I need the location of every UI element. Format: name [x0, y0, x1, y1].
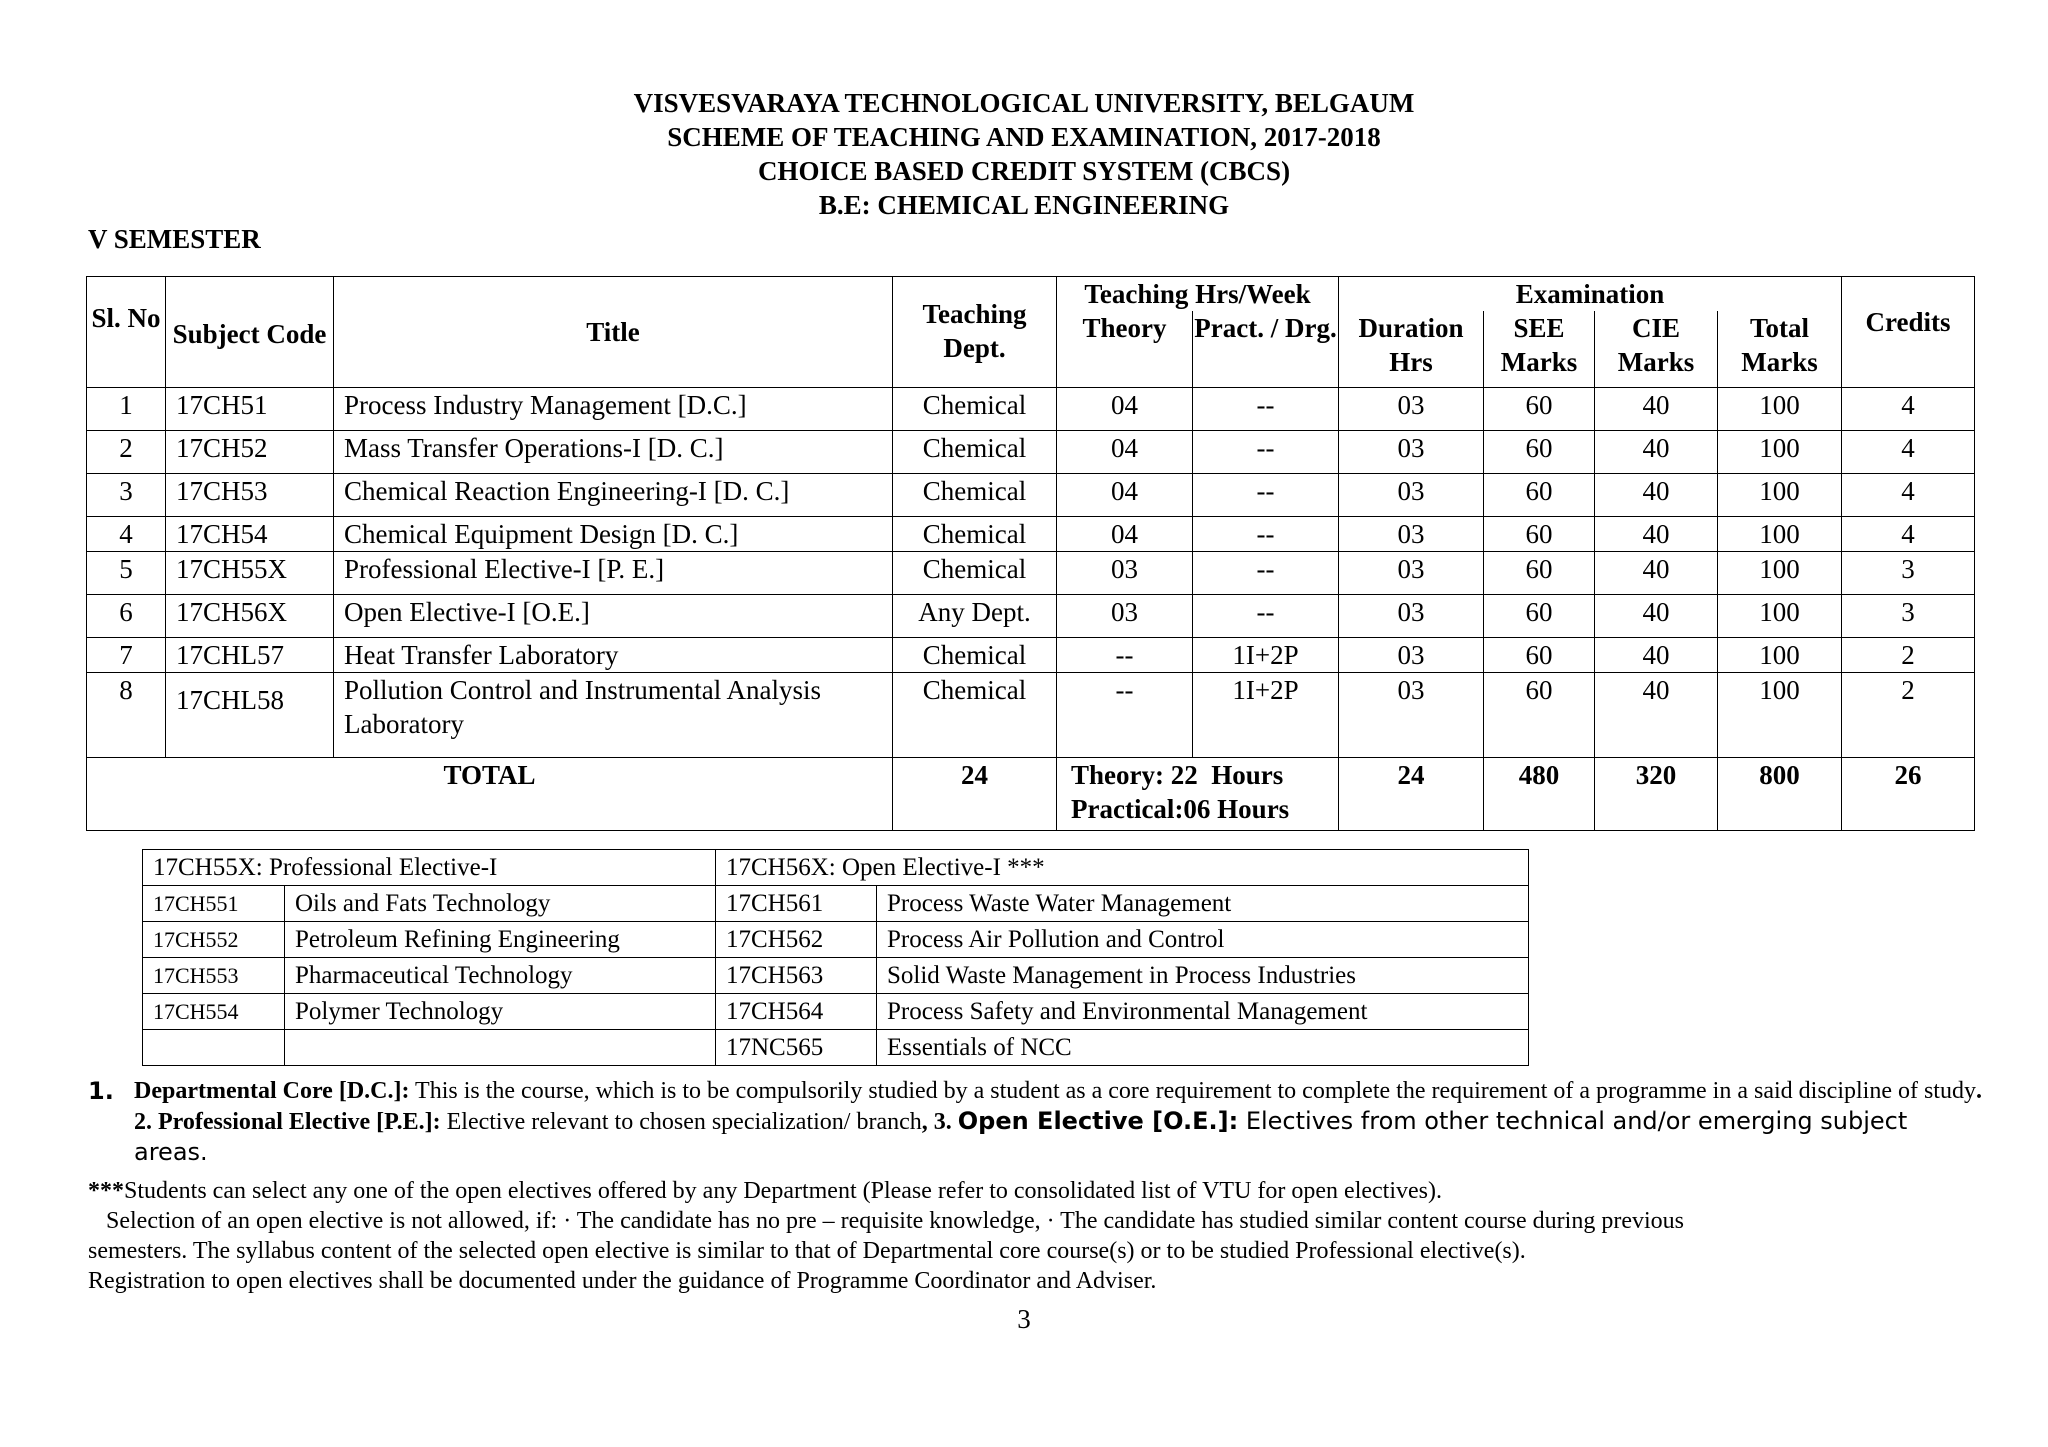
- cell-pract: --: [1193, 516, 1339, 551]
- cell-dept: Chemical: [893, 637, 1057, 672]
- list-item: [143, 886, 1529, 922]
- col-duration: Duration Hrs: [1339, 311, 1484, 387]
- total-credits: 26: [1842, 757, 1975, 830]
- cell-total: 100: [1718, 430, 1842, 473]
- cell-sl: 7: [87, 637, 166, 672]
- cell-dept: Chemical: [893, 516, 1057, 551]
- pe-code: 17CH554: [143, 994, 285, 1030]
- cell-code: 17CH54: [166, 516, 334, 551]
- cell-cie: 40: [1595, 637, 1718, 672]
- pe-title: Polymer Technology: [285, 994, 716, 1030]
- cell-duration: 03: [1339, 387, 1484, 430]
- cell-cie: 40: [1595, 473, 1718, 516]
- oe-title: Process Safety and Environmental Management: [877, 994, 1529, 1030]
- cell-code: 17CH55X: [166, 551, 334, 594]
- header-row-1: [87, 277, 1975, 312]
- total-see: 480: [1484, 757, 1595, 830]
- cell-credits: 4: [1842, 516, 1975, 551]
- cell-pract: --: [1193, 473, 1339, 516]
- cell-sl: 3: [87, 473, 166, 516]
- oe-code: 17CH561: [716, 886, 877, 922]
- total-duration: 24: [1339, 757, 1484, 830]
- cell-code: 17CH56X: [166, 594, 334, 637]
- scheme-table: [86, 276, 1975, 831]
- table-row: [87, 672, 1975, 757]
- electives-header-row: [143, 850, 1529, 886]
- open-elective-note: [88, 1176, 1442, 1206]
- cell-code: 17CHL58: [166, 672, 334, 757]
- oe-title: Solid Waste Management in Process Industries: [877, 958, 1529, 994]
- cell-total: 100: [1718, 473, 1842, 516]
- list-item: [143, 958, 1529, 994]
- pe-label: . 2. Professional Elective [P.E.]:: [134, 1078, 1982, 1135]
- total-cie: 320: [1595, 757, 1718, 830]
- col-cie: CIE Marks: [1595, 311, 1718, 387]
- cell-total: 100: [1718, 637, 1842, 672]
- cell-sl: 2: [87, 430, 166, 473]
- cell-dept: Chemical: [893, 430, 1057, 473]
- cell-cie: 40: [1595, 594, 1718, 637]
- list-item: [143, 994, 1529, 1030]
- note-number: 1.: [88, 1077, 114, 1105]
- cell-dept: Chemical: [893, 672, 1057, 757]
- cell-title: Open Elective-I [O.E.]: [334, 594, 893, 637]
- selection-note-line1: Selection of an open elective is not allowed, if: · The candidate has no pre – requisite knowledge, · The candidate has studied similar content course during previous: [88, 1208, 1684, 1234]
- cell-sl: 8: [87, 672, 166, 757]
- oe-code: 17CH563: [716, 958, 877, 994]
- col-title: Title: [334, 277, 893, 388]
- oe-text: Electives from other technical and/or emerging subject areas.: [134, 1107, 1908, 1166]
- cell-pract: --: [1193, 551, 1339, 594]
- total-theory-hours: Theory: 22 Hours: [1071, 759, 1284, 790]
- col-subject-code: Subject Code: [166, 277, 334, 388]
- col-teaching-hrs: Teaching Hrs/Week: [1057, 277, 1339, 312]
- cell-pract: --: [1193, 594, 1339, 637]
- cell-total: 100: [1718, 551, 1842, 594]
- cell-credits: 2: [1842, 672, 1975, 757]
- university-name: VISVESVARAYA TECHNOLOGICAL UNIVERSITY, BELGAUM: [633, 88, 1415, 118]
- cell-see: 60: [1484, 637, 1595, 672]
- oe-header: 17CH56X: Open Elective-I ***: [716, 850, 1529, 886]
- pe-title: Oils and Fats Technology: [285, 886, 716, 922]
- pe-title: [285, 1030, 716, 1066]
- cell-duration: 03: [1339, 672, 1484, 757]
- col-teaching-dept: Teaching Dept.: [893, 277, 1057, 388]
- total-marks: 800: [1718, 757, 1842, 830]
- cell-duration: 03: [1339, 551, 1484, 594]
- electives-table: [142, 849, 1529, 1066]
- cell-theory: 04: [1057, 430, 1193, 473]
- cell-see: 60: [1484, 672, 1595, 757]
- cell-sl: 1: [87, 387, 166, 430]
- cell-title: Chemical Equipment Design [D. C.]: [334, 516, 893, 551]
- cell-cie: 40: [1595, 430, 1718, 473]
- page-number: 3: [1017, 1304, 1031, 1334]
- list-item: [143, 922, 1529, 958]
- cell-theory: --: [1057, 637, 1193, 672]
- semester-label: V SEMESTER: [88, 224, 261, 254]
- cell-see: 60: [1484, 551, 1595, 594]
- pe-code: 17CH553: [143, 958, 285, 994]
- pe-header: 17CH55X: Professional Elective-I: [143, 850, 716, 886]
- pe-code: [143, 1030, 285, 1066]
- cell-total: 100: [1718, 672, 1842, 757]
- cell-title: Pollution Control and Instrumental Analysis Laboratory: [334, 672, 893, 757]
- col-examination: Examination: [1339, 277, 1842, 312]
- col-theory: Theory: [1057, 311, 1193, 387]
- col-credits: Credits: [1842, 277, 1975, 388]
- col-see: SEE Marks: [1484, 311, 1595, 387]
- cell-duration: 03: [1339, 516, 1484, 551]
- cell-see: 60: [1484, 387, 1595, 430]
- oe-title: Essentials of NCC: [877, 1030, 1529, 1066]
- cell-title: Professional Elective-I [P. E.]: [334, 551, 893, 594]
- oe-title: Process Waste Water Management: [877, 886, 1529, 922]
- col-pract: Pract. / Drg.: [1193, 311, 1339, 387]
- total-practical-hours: Practical:06 Hours: [1071, 793, 1290, 824]
- scheme-title: SCHEME OF TEACHING AND EXAMINATION, 2017-2018: [667, 122, 1381, 152]
- cell-title: Mass Transfer Operations-I [D. C.]: [334, 430, 893, 473]
- cell-title: Chemical Reaction Engineering-I [D. C.]: [334, 473, 893, 516]
- cell-pract: 1I+2P: [1193, 672, 1339, 757]
- cell-dept: Chemical: [893, 473, 1057, 516]
- document-header: [0, 86, 2048, 222]
- cell-see: 60: [1484, 430, 1595, 473]
- cell-code: 17CHL57: [166, 637, 334, 672]
- registration-note: Registration to open electives shall be documented under the guidance of Programme Coordinator and Adviser.: [88, 1268, 1157, 1294]
- cell-code: 17CH52: [166, 430, 334, 473]
- pe-title: Petroleum Refining Engineering: [285, 922, 716, 958]
- cell-cie: 40: [1595, 516, 1718, 551]
- dc-label: Departmental Core [D.C.]:: [134, 1078, 410, 1104]
- cell-dept: Chemical: [893, 551, 1057, 594]
- cell-total: 100: [1718, 387, 1842, 430]
- cell-credits: 3: [1842, 594, 1975, 637]
- table-row: [87, 551, 1975, 594]
- oe-code: 17NC565: [716, 1030, 877, 1066]
- cell-see: 60: [1484, 516, 1595, 551]
- cell-total: 100: [1718, 594, 1842, 637]
- pe-text: Elective relevant to chosen specialization/ branch: [440, 1109, 922, 1135]
- total-dept: 24: [893, 757, 1057, 830]
- cell-cie: 40: [1595, 672, 1718, 757]
- pe-code: 17CH552: [143, 922, 285, 958]
- oe-prefix: , 3.: [921, 1109, 958, 1135]
- cell-duration: 03: [1339, 430, 1484, 473]
- cell-cie: 40: [1595, 551, 1718, 594]
- table-row: [87, 430, 1975, 473]
- cell-pract: 1I+2P: [1193, 637, 1339, 672]
- credit-system: CHOICE BASED CREDIT SYSTEM (CBCS): [757, 156, 1291, 186]
- table-row: [87, 387, 1975, 430]
- cell-credits: 2: [1842, 637, 1975, 672]
- cell-theory: 03: [1057, 551, 1193, 594]
- table-row: [87, 516, 1975, 551]
- cell-credits: 3: [1842, 551, 1975, 594]
- cell-theory: 04: [1057, 387, 1193, 430]
- table-row: [87, 473, 1975, 516]
- cell-credits: 4: [1842, 387, 1975, 430]
- stars-mark: ***: [88, 1178, 124, 1204]
- cell-dept: Chemical: [893, 387, 1057, 430]
- cell-sl: 4: [87, 516, 166, 551]
- cell-code: 17CH53: [166, 473, 334, 516]
- cell-title: Heat Transfer Laboratory: [334, 637, 893, 672]
- selection-note-line2: semesters. The syllabus content of the selected open elective is similar to that of Departmental core course(s) or to be studied Professional elective(s).: [88, 1238, 1526, 1264]
- cell-duration: 03: [1339, 473, 1484, 516]
- note-definitions: [88, 1076, 1984, 1168]
- cell-see: 60: [1484, 594, 1595, 637]
- table-row: [87, 594, 1975, 637]
- cell-sl: 6: [87, 594, 166, 637]
- pe-code: 17CH551: [143, 886, 285, 922]
- cell-title: Process Industry Management [D.C.]: [334, 387, 893, 430]
- cell-cie: 40: [1595, 387, 1718, 430]
- cell-total: 100: [1718, 516, 1842, 551]
- cell-pract: --: [1193, 430, 1339, 473]
- cell-pract: --: [1193, 387, 1339, 430]
- oe-title: Process Air Pollution and Control: [877, 922, 1529, 958]
- total-row: [87, 757, 1975, 830]
- pe-title: Pharmaceutical Technology: [285, 958, 716, 994]
- col-total: Total Marks: [1718, 311, 1842, 387]
- program-name: B.E: CHEMICAL ENGINEERING: [818, 190, 1230, 220]
- cell-duration: 03: [1339, 637, 1484, 672]
- dc-text: This is the course, which is to be compulsorily studied by a student as a core requirement to complete the requirement of a programme in a said discipline of study: [409, 1078, 1976, 1104]
- col-sl-no: Sl. No: [87, 277, 166, 388]
- oe-label: Open Elective [O.E.]:: [957, 1107, 1239, 1135]
- cell-credits: 4: [1842, 430, 1975, 473]
- cell-sl: 5: [87, 551, 166, 594]
- cell-code: 17CH51: [166, 387, 334, 430]
- stars-text: Students can select any one of the open electives offered by any Department (Please refer to consolidated list of VTU for open electives).: [124, 1178, 1442, 1204]
- cell-see: 60: [1484, 473, 1595, 516]
- table-row: [87, 637, 1975, 672]
- oe-code: 17CH562: [716, 922, 877, 958]
- total-label: TOTAL: [87, 757, 893, 830]
- cell-theory: 04: [1057, 473, 1193, 516]
- total-hours: [1057, 757, 1339, 830]
- cell-theory: --: [1057, 672, 1193, 757]
- cell-dept: Any Dept.: [893, 594, 1057, 637]
- cell-theory: 04: [1057, 516, 1193, 551]
- cell-credits: 4: [1842, 473, 1975, 516]
- cell-duration: 03: [1339, 594, 1484, 637]
- list-item: [143, 1030, 1529, 1066]
- cell-theory: 03: [1057, 594, 1193, 637]
- oe-code: 17CH564: [716, 994, 877, 1030]
